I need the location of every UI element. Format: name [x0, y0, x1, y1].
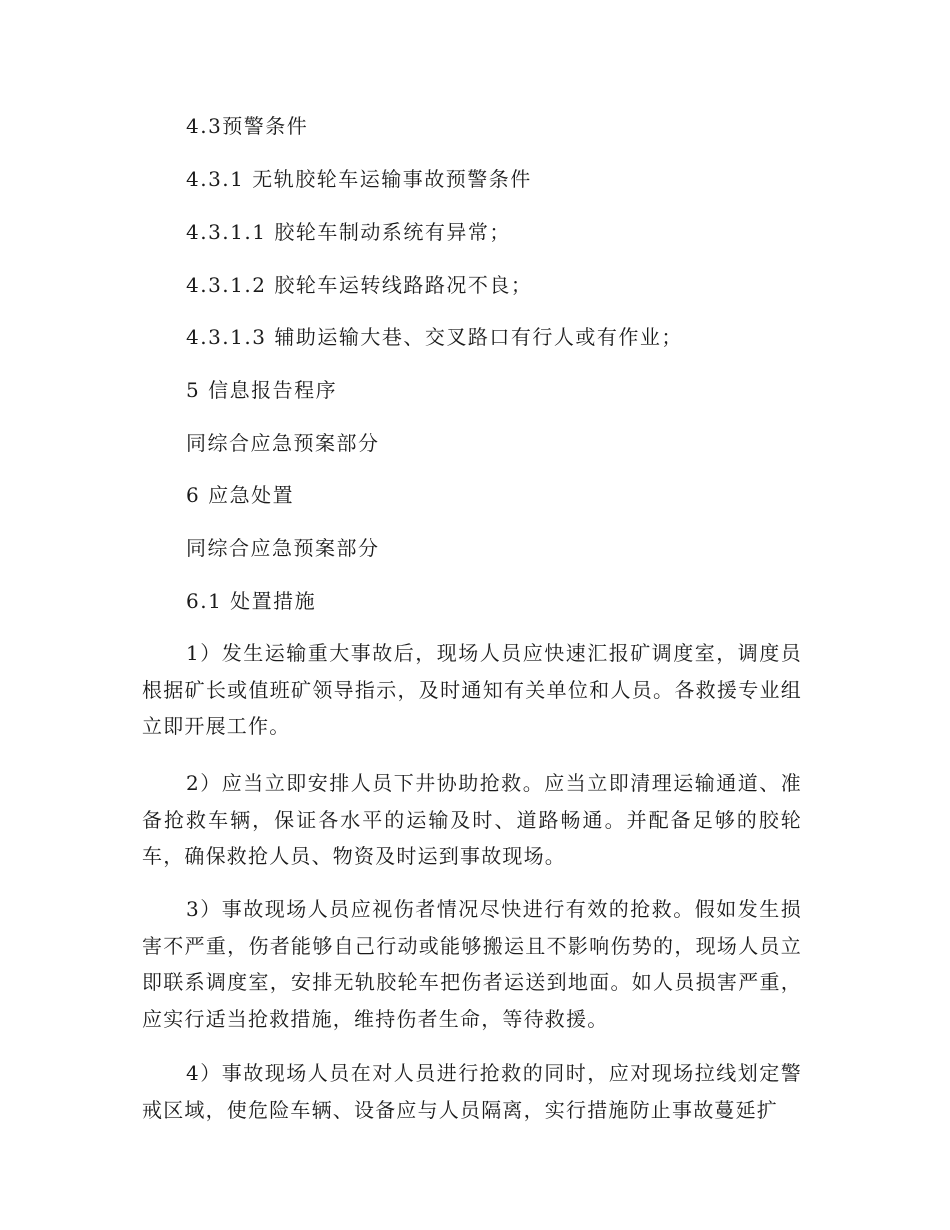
body-line-5: 同综合应急预案部分 [186, 431, 380, 455]
heading-4-3-1: 4.3.1 无轨胶轮车运输事故预警条件 [186, 167, 532, 191]
item-4-3-1-1: 4.3.1.1 胶轮车制动系统有异常； [186, 220, 511, 244]
heading-6: 6 应急处置 [186, 483, 295, 507]
heading-6-1: 6.1 处置措施 [186, 589, 317, 613]
item-4-3-1-2: 4.3.1.2 胶轮车运转线路路况不良； [186, 273, 533, 297]
paragraph-2: 2）应当立即安排人员下井协助抢救。应当立即清理运输通道、准备抢救车辆，保证各水平的运输及时、道路畅通。并配备足够的胶轮车，确保救抢人员、物资及时运到事故现场。 [142, 771, 802, 868]
heading-4-3: 4.3预警条件 [186, 114, 309, 138]
body-line-6: 同综合应急预案部分 [186, 536, 380, 560]
paragraph-1: 1）发生运输重大事故后，现场人员应快速汇报矿调度室，调度员根据矿长或值班矿领导指示，及时通知有关单位和人员。各救援专业组立即开展工作。 [142, 641, 802, 738]
paragraph-4: 4）事故现场人员在对人员进行抢救的同时，应对现场拉线划定警戒区域，使危险车辆、设备应与人员隔离，实行措施防止事故蔓延扩 [142, 1061, 802, 1122]
paragraph-3: 3）事故现场人员应视伤者情况尽快进行有效的抢救。假如发生损害不严重，伤者能够自己行动或能够搬运且不影响伤势的，现场人员立即联系调度室，安排无轨胶轮车把伤者运送到地面。如人员损害严重，应实行适当抢救措施，维持伤者生命，等待救援。 [142, 897, 802, 1031]
heading-5: 5 信息报告程序 [186, 378, 338, 402]
item-4-3-1-3: 4.3.1.3 辅助运输大巷、交叉路口有行人或有作业； [186, 325, 683, 349]
